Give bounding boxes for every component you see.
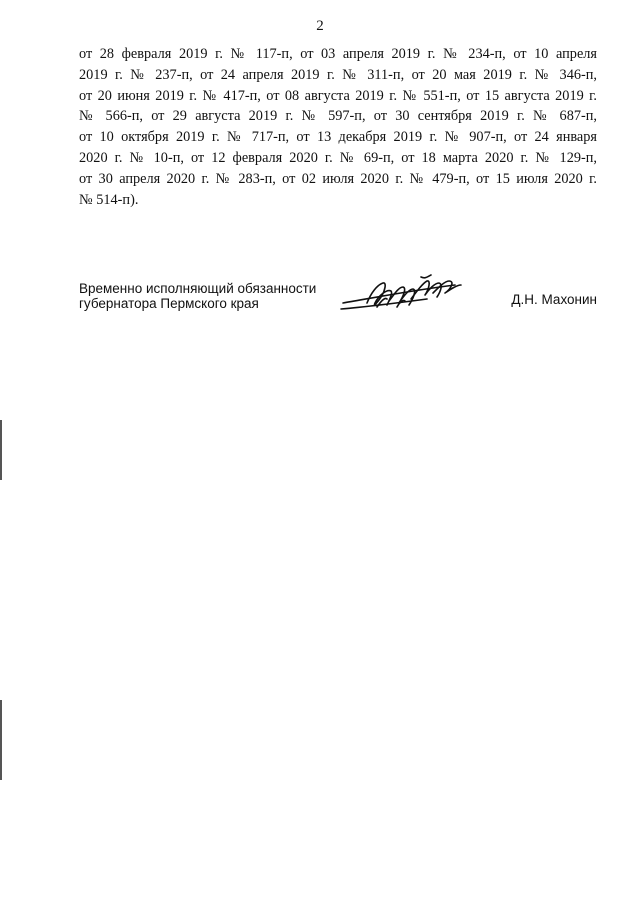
body-paragraph <box>79 44 597 210</box>
body-line: от 30 апреля 2020 г. № 283-п, от 02 июля 2020 г. № 479-п, от 15 июля 2020 г. <box>79 170 597 187</box>
body-line: от 20 июня 2019 г. № 417-п, от 08 августа 2019 г. № 551-п, от 15 августа 2019 г. <box>79 87 597 104</box>
signer-title <box>79 281 316 311</box>
body-line: 2019 г. № 237-п, от 24 апреля 2019 г. № 311-п, от 20 мая 2019 г. № 346-п, <box>79 66 597 83</box>
body-line: от 10 октября 2019 г. № 717-п, от 13 декабря 2019 г. № 907-п, от 24 января <box>79 129 597 146</box>
page-number: 2 <box>316 18 324 34</box>
signer-name: Д.Н. Махонин <box>511 292 597 307</box>
handwritten-signature <box>337 273 467 317</box>
body-line: № 514-п). <box>79 191 139 208</box>
signer-title-line: Временно исполняющий обязанности <box>79 281 317 296</box>
body-line: от 28 февраля 2019 г. № 117-п, от 03 апреля 2019 г. № 234-п, от 10 апреля <box>79 46 597 62</box>
scan-edge-mark <box>0 420 2 480</box>
body-line: 2020 г. № 10-п, от 12 февраля 2020 г. № 69-п, от 18 марта 2020 г. № 129-п, <box>79 149 597 166</box>
signature-block <box>79 281 597 321</box>
signer-title-line: губернатора Пермского края <box>79 296 259 311</box>
scan-edge-mark <box>0 700 2 780</box>
body-line: № 566-п, от 29 августа 2019 г. № 597-п, от 30 сентября 2019 г. № 687-п, <box>79 108 597 125</box>
